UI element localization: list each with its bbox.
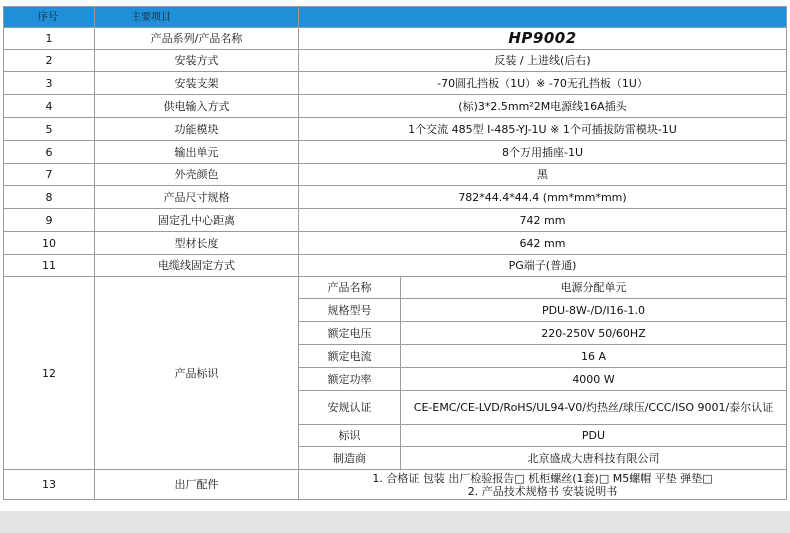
spec-table [3,6,787,500]
table-row [4,255,787,277]
row-item: 出厂配件 [95,470,299,500]
label-field-key: 制造商 [299,447,401,470]
table-row [4,186,787,209]
row-value: 黑 [299,164,787,186]
row-value: 反装 / 上进线(后右) [299,50,787,72]
row-value-model: HP9002 [299,28,787,50]
label-field-key: 规格型号 [299,299,401,322]
row-value: (标)3*2.5mm²2M电源线16A插头 [299,95,787,118]
row-item: 输出单元 [95,141,299,164]
table-row [4,209,787,232]
row-item: 功能模块 [95,118,299,141]
label-field-value: 北京盛成大唐科技有限公司 [401,447,787,470]
label-field-value: PDU-8W-/D/I16-1.0 [401,299,787,322]
row-value: 782*44.4*44.4 (mm*mm*mm) [299,186,787,209]
table-row [4,95,787,118]
row-item: 安装方式 [95,50,299,72]
label-field-key: 标识 [299,425,401,447]
label-field-key: 额定电流 [299,345,401,368]
row-item: 产品系列/产品名称 [95,28,299,50]
row-value: 1个交流 485型 I-485-YJ-1U ※ 1个可插拔防雷模块-1U [299,118,787,141]
table-row [4,72,787,95]
row-item: 安装支架 [95,72,299,95]
table-header-row [4,7,787,28]
header-item: 主要项目 [95,7,299,28]
table-row [4,141,787,164]
label-field-value: 220-250V 50/60HZ [401,322,787,345]
table-row [4,118,787,141]
table-row [4,232,787,255]
row-item: 产品尺寸规格 [95,186,299,209]
row-no: 1 [4,28,95,50]
footer-bar [0,511,790,533]
header-value [299,7,787,28]
row-item: 固定孔中心距离 [95,209,299,232]
row-no: 2 [4,50,95,72]
row-item: 型材长度 [95,232,299,255]
row-item: 供电输入方式 [95,95,299,118]
row-item: 电缆线固定方式 [95,255,299,277]
label-field-value: PDU [401,425,787,447]
accessories-row [4,470,787,500]
label-field-key: 额定功率 [299,368,401,391]
row-no: 3 [4,72,95,95]
row-no: 4 [4,95,95,118]
row-no: 7 [4,164,95,186]
accessories-line-2: 2. 产品技术规格书 安装说明书 [467,484,618,498]
row-item: 产品标识 [95,277,299,470]
label-field-value: 4000 W [401,368,787,391]
label-row [4,277,787,299]
row-no: 6 [4,141,95,164]
header-no: 序号 [4,7,95,28]
row-no: 5 [4,118,95,141]
label-field-key: 产品名称 [299,277,401,299]
row-item: 外壳颜色 [95,164,299,186]
accessories-line-1: 1. 合格证 包装 出厂检验报告□ 机柜螺丝(1套)□ M5螺帽 平垫 弹垫□ [372,471,713,485]
row-value: 642 mm [299,232,787,255]
row-no: 13 [4,470,95,500]
label-field-value: 16 A [401,345,787,368]
row-no: 9 [4,209,95,232]
row-value: 8个万用插座-1U [299,141,787,164]
label-field-value: 电源分配单元 [401,277,787,299]
row-no: 12 [4,277,95,470]
row-no: 11 [4,255,95,277]
label-field-key: 安规认证 [299,391,401,425]
row-no: 10 [4,232,95,255]
accessories-value [299,470,787,500]
row-value: PG端子(普通) [299,255,787,277]
table-row [4,50,787,72]
row-value: 742 mm [299,209,787,232]
table-row [4,28,787,50]
table-row [4,164,787,186]
row-no: 8 [4,186,95,209]
label-field-value: CE-EMC/CE-LVD/RoHS/UL94-V0/灼热丝/球压/CCC/ISO 9001/泰尔认证 [401,391,787,425]
row-value: -70圆孔挡板（1U）※ -70无孔挡板（1U） [299,72,787,95]
label-field-key: 额定电压 [299,322,401,345]
